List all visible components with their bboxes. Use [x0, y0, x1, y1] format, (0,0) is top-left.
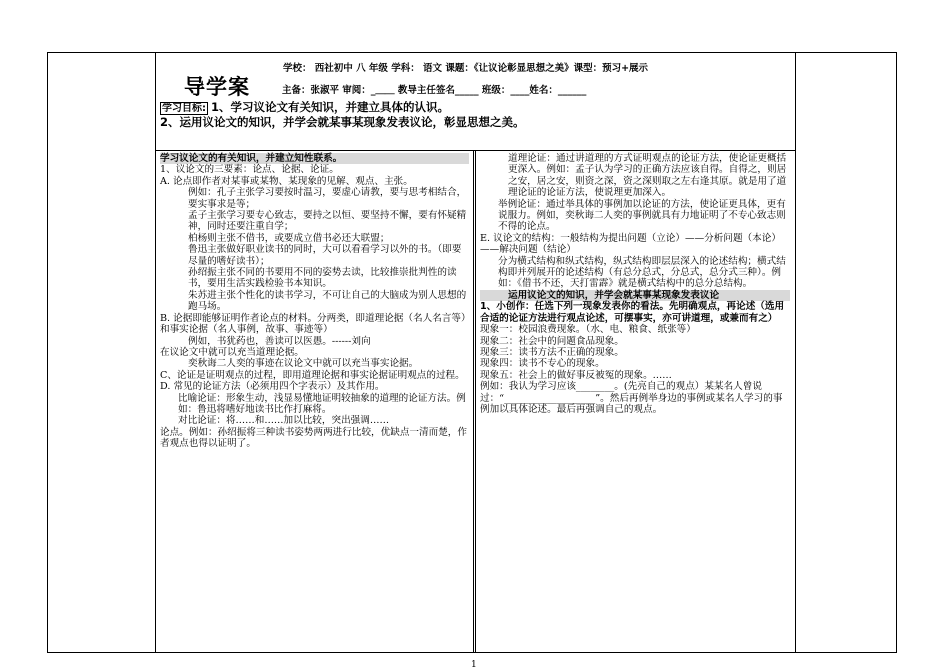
left-column-paragraph: 孙绍振主张不同的书要用不同的姿势去读，比较推崇批判性的读书，要用生活实践检验书本知识。 [188, 267, 457, 290]
left-column-paragraph: 比喻论证：形象生动，浅显易懂地证明较抽象的道理的论证方法。例如：鲁迅将嗜好地读书比作打麻将。 [178, 392, 466, 415]
left-margin-divider [155, 52, 156, 653]
right-column-paragraph: 道理论证：通过讲道理的方式证明观点的论证方法，使论证更概括更深入。例如：孟子认为学习的正确方法应该自得。自得之，则居之安，居之安，则资之深，资之深则取之左右逢其原。就是用了道理论证的论证方法，使说理更加深入。 [508, 153, 787, 199]
right-column-paragraph: 运用议论文的知识，并学会就某事某现象发表议论 [480, 290, 790, 301]
left-column-paragraph: 对比论证：将……和……加以比较，突出强调…… [178, 415, 390, 427]
right-column-paragraph: 现象一：校园浪费现象。（水、电、粮食、纸张等） [480, 324, 696, 336]
left-column-paragraph: A. 论点即作者对某事或某物、某现象的见解、观点、主张。 [160, 175, 413, 187]
right-column-paragraph: 现象五：社会上的做好事反被冤的现象。…… [480, 369, 672, 381]
left-column-paragraph: C、论证是证明观点的过程，即用道理论据和事实论据证明观点的过程。D. 常见的论证方法（必须用四个字表示）及其作用。 [160, 369, 465, 393]
right-column-paragraph: 分为横式结构和纵式结构，纵式结构即层层深入的论述结构；横式结构即并列展开的论述结构（有总分总式，分总式，总分式三种）。例如：《借书不还，天打雷霹》就是横式结构中的总分总结构。 [498, 255, 786, 290]
left-column-paragraph: 例如，书犹药也，善读可以医愚。------刘向 [188, 335, 371, 347]
left-column-paragraph: 奕秋诲二人奕的事迹在议论文中就可以充当事实论据。 [188, 358, 419, 370]
right-column-paragraph: E. 议论文的结构：一般结构为提出问题（立论）——分析问题（本论）——解决问题（结论） [480, 232, 781, 256]
learning-goals [160, 99, 449, 115]
page-title: 导学案 [184, 75, 250, 99]
left-column-paragraph: B. 论据即能够证明作者论点的材料。分两类，即道理论据（名人名言等）和事实论据（名人事例，故事、事迹等） [160, 312, 466, 336]
column-divider [473, 150, 476, 653]
right-column-paragraph: 举例论证：通过举具体的事例加以论证的方法，使论证更具体，更有说服力。例如，奕秋诲二人奕的事例就具有力地证明了不专心致志则不得的论点。 [498, 198, 786, 233]
right-margin-divider [795, 52, 796, 653]
left-column-paragraph: 鲁迅主张做好职业读书的同时，大可以看看学习以外的书。（即要尽量的嗜好读书）； [188, 244, 462, 267]
left-column-paragraph: 朱苏进主张个性化的读书学习，不可让自己的大脑成为别人思想的跑马场。 [188, 289, 467, 313]
right-column-content [480, 153, 790, 415]
goal-two: 2、运用议论文的知识，并学会就某事某现象发表议论，彰显思想之美。 [160, 115, 525, 129]
right-column-paragraph: 现象四：读书不专心的现象。 [480, 358, 605, 370]
goal-one: 1、学习议论文有关知识，并建立具体的认识。 [211, 100, 449, 114]
right-column-paragraph: 1、小创作：任选下列一现象发表你的看法。先明确观点，再论述（选用合适的论证方法进行观点论述，可摆事实，亦可讲道理，或兼而有之） [480, 301, 785, 324]
left-column-paragraph: 孟子主张学习要专心致志，要持之以恒、要坚持不懈，要有怀疑精神，同时还要注重自学； [188, 210, 467, 233]
left-column-content [160, 153, 469, 450]
left-column-paragraph: 例如：孔子主张学习要按时温习，要虚心请教，要与思考相结合，要实事求是等； [188, 187, 467, 210]
page-number: 1 [471, 660, 477, 670]
left-column-paragraph: 学习议论文的有关知识，并建立知性联系。 [160, 153, 469, 164]
left-column-paragraph: 论点。例如：孙绍振将三种读书姿势两两进行比较，优缺点一清而楚，作者观点也得以证明了。 [160, 426, 467, 450]
left-column-paragraph: 1、议论文的三要素：论点、论据、论证。 [160, 164, 339, 176]
left-column-paragraph: 柏杨则主张不借书，或要成立借书必还大联盟； [188, 232, 390, 244]
right-column-paragraph: 现象二：社会中的问题食品现象。 [480, 335, 624, 347]
left-column-paragraph: 在议论文中就可以充当道理论据。 [160, 346, 304, 358]
goal-label-icon: 学习目标: [162, 103, 206, 114]
course-info-line: 学校： 西社初中 八 年级 学科： 语文 课题：《让议论彰显思想之美》课型：预习+展示 [283, 63, 649, 74]
right-column-paragraph: 例如：我认为学习应该________。(先亮自己的观点）某某名人曾说过：“___________________”。然后再例举身边的事例或某名人学习的事例加以具体论述。最后再强调自己的观点。 [480, 381, 783, 415]
author-review-line: 主备：张淑平 审阅：_＿＿ 教导主任签名_____ 班级：____姓名：______ [282, 85, 587, 96]
right-column-paragraph: 现象三：读书方法不正确的现象。 [480, 346, 624, 358]
